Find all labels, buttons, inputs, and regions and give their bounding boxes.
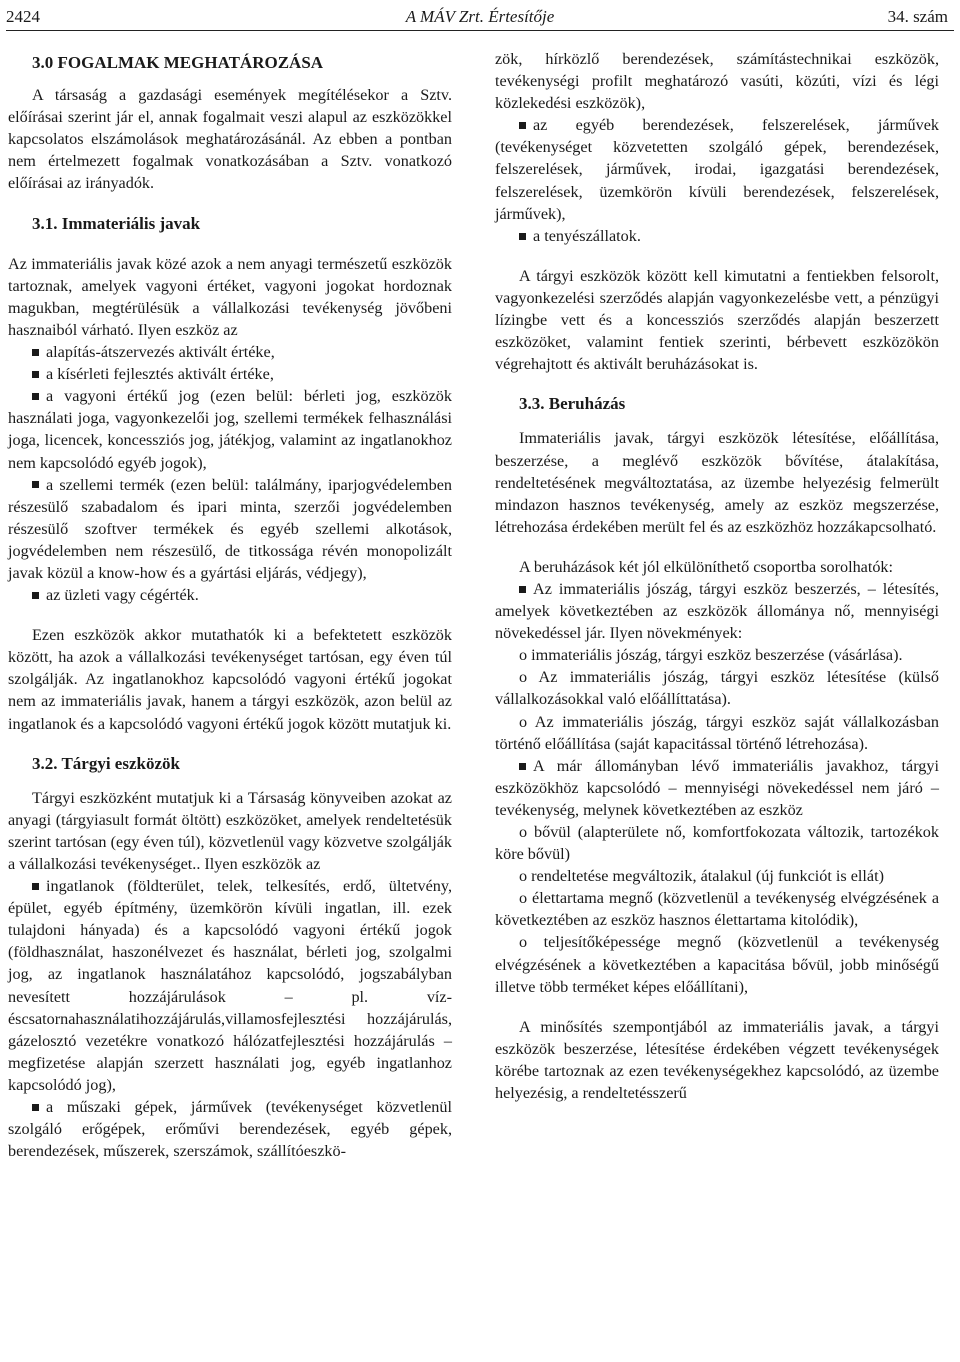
bullet-icon [32, 371, 39, 378]
paragraph-targyi: A tárgyi eszközök között kell kimutatni a fentiekben felsorolt, vagyonkezelési szerződés alapján vagyonkezelésbe vett, a pénzügyi lízingbe vett és a koncessziós szerződés alapján beszerzett eszközöket, valamint fentiek szerinti, bérbevett eszközökön végrehajtott és aktivált beruházásokat is. [495, 266, 939, 374]
bullet-icon [519, 122, 526, 129]
sub-list-item: o rendeltetése megváltozik, átalakul (új funkciót is ellát) [519, 867, 884, 886]
right-column [495, 48, 939, 1104]
paragraph-3-1b: Ezen eszközök akkor mutathatók ki a befektetett eszközök között, ha azok a vállalkozási tevékenységet tartósan, egy éven túl szolgálják. Az ingatlanokhoz kapcsolódó vagyoni értékű jogokat nem az immateriális javak, hanem a tárgyi eszközök, azon belül az ingatlanok és a kapcsolódó vagyoni értékű jogok között mutatjuk ki. [8, 626, 452, 733]
list-item: ingatlanok (földterület, telek, telkesítés, erdő, ültetvény, épület, egyéb építmény, üzemkörön kívüli ingatlan, ill. ezek tulajdoni hányada) és a kapcsolódó vagyoni értékű jogok (földhasználat, haszonélvezet és használat, bérleti jog, szolgalmi jog, az ingatlanok használatához kapcsolódó, jogszabályban nevesített hozzájárulások – pl. víz-éscsatornahasználatihozzájárulás,villamosfejlesztési hozzájárulás, gázelosztó vezetékre vonatkozó hálózatfejlesztési hozzájárulás – megfizetése alapján szerzett használati jog, egyéb ingatlanhoz kapcsolódó jog), [8, 877, 452, 1094]
bullet-icon [32, 349, 39, 356]
list-item: Az immateriális jószág, tárgyi eszköz beszerzés, – létesítés, amelyek következtében az eszközök állománya nő, mennyiségi növekedéssel jár. Ilyen növekmények: [495, 579, 939, 643]
list-item: a szellemi termék (ezen belül: találmány, iparjogvédelemben részesülő szabadalom és ipari minta, szerzői jogvédelemben részesülő szoftver termékek és egyéb szellemi alkotások, jogvédelemben nem részesülő, de titkossága révén monopolizált javak közül a know-how és a gyártási eljárás, védjegy), [8, 475, 452, 582]
sub-list-item: o Az immateriális jószág, tárgyi eszköz létesítése (külső vállalkozásokkal való előállíttatása). [495, 668, 939, 709]
bullet-icon [32, 393, 39, 400]
paragraph-last: A minősítés szempontjából az immateriális javak, a tárgyi eszközök beszerzése, létesítése érdekében végzett tevékenységek körébe tartoznak az ezen tevékenységekhez kapcsolódó, az üzembe helyezésig, a rendeltetésszerű [495, 1017, 939, 1103]
bullet-icon [32, 592, 39, 599]
intro-paragraph: A társaság a gazdasági események megítélésekor a Sztv. előírásai szerint jár el, annak fogalmait veszi alapul az eszközökkel kapcsolatos elszámolások meghatározásánál. Az ebben a pontban nem értelmezett fogalmak vonatkozásában a Sztv. vonatkozó előírásai az irányadók. [8, 86, 452, 193]
sub-list-item: o teljesítőképessége megnő (közvetlenül a tevékenység elvégzésének a következtében a kapacitása bővül, jobb minőségű illetve több terméket képes előállítani), [495, 933, 939, 996]
bullet-icon [32, 883, 39, 890]
left-column [8, 48, 452, 1162]
continued-paragraph: zök, hírközlő berendezések, számítástechnikai eszközök, tevékenységi profilt meghatározó vasúti, közúti, vízi és légi közlekedési eszközök), [495, 50, 939, 113]
bullet-icon [32, 1104, 39, 1111]
bullet-icon [32, 481, 39, 488]
list-item: a műszaki gépek, járművek (tevékenységet közvetlenül szolgáló erőgépek, erőművi berendezések, egyéb gépek, berendezések, műszerek, szerszámok, szállítóeszkö- [8, 1098, 452, 1161]
page-header [6, 4, 954, 31]
list-item: az egyéb berendezések, felszerelések, járművek (tevékenységet közvetetten szolgáló gépek, berendezések, felszerelések, járművek, irodai, igazgatási berendezések, felszerelések, üzemkörön kívüli berendezések, felszerelések, járművek), [495, 116, 939, 223]
bullet-icon [519, 233, 526, 240]
sub-list-item: o élettartama megnő (közvetlenül a tevékenység elvégzésének a következtében az eszköz hasznos élettartama kitolódik), [495, 889, 939, 930]
bullet-icon [519, 586, 526, 593]
issue-number: 34. szám [887, 7, 948, 26]
list-item: alapítás-átszervezés aktivált értéke, [8, 341, 452, 363]
list-item: a vagyoni értékű jog (ezen belül: bérleti jog, eszközök használati joga, vagyonkezelői jog, szellemi termékek felhasználási joga, licencek, koncessziós jog, játékjog, valamint az ingatlanokhoz nem kapcsolódó egyéb jogok), [8, 387, 452, 472]
paragraph-3-1: Az immateriális javak közé azok a nem anyagi természetű eszközök tartoznak, amelyek vagyoni értéket, vagyoni jogokat hordoznak magukban, megtérülésük a vállalkozási tevékenység jövőbeni hasznaiból várható. Ilyen eszköz az [8, 254, 452, 339]
page-number: 2424 [6, 7, 40, 26]
paragraph-3-3: Immateriális javak, tárgyi eszközök létesítése, előállítása, beszerzése, a meglévő eszközök bővítése, átalakítása, rendeltetésének megváltoztatása, az üzembe helyezésig felmerült mindazon hasznos tevékenység, amely az eszköz megszerzése, létrehozása érdekében merült fel és az eszközhöz hozzákapcsolható. [495, 429, 939, 536]
list-item: az üzleti vagy cégérték. [8, 584, 452, 606]
section-heading-3-3: 3.3. Beruházás [519, 394, 626, 414]
publication-title: A MÁV Zrt. Értesítője [405, 7, 555, 26]
section-heading-3-2: 3.2. Tárgyi eszközök [32, 753, 180, 773]
bullet-icon [519, 763, 526, 770]
section-heading-3-0: 3.0 FOGALMAK MEGHATÁROZÁSA [32, 53, 324, 72]
sub-list-item: o bővül (alapterülete nő, komfortfokozata változik, tartozékok köre bővül) [495, 823, 939, 864]
paragraph-3-2: Tárgyi eszközként mutatjuk ki a Társaság könyveiben azokat az anyagi (tárgyiasult formát öltött) eszközöket, amelyek rendeltetésük szerint tartósan (egy éven túl), közvetlenül vagy közvetve szolgálják a vállalkozási tevékenységet.. Ilyen eszközök az [8, 788, 452, 873]
list-item: a kísérleti fejlesztés aktivált értéke, [8, 363, 452, 385]
section-heading-3-1: 3.1. Immateriális javak [32, 213, 201, 233]
list-item: A már állományban lévő immateriális javakhoz, tárgyi eszközökhöz kapcsolódó – mennyiségi növekedéssel nem járó – tevékenység, melynek következtében az eszköz [495, 756, 939, 819]
paragraph-3-3b: A beruházások két jól elkülöníthető csoportba sorolhatók: [519, 557, 894, 576]
sub-list-item: o Az immateriális jószág, tárgyi eszköz saját vállalkozásban történő előállítása (saját kapacitással történő létrehozása). [495, 712, 939, 753]
sub-list-item: o immateriális jószág, tárgyi eszköz beszerzése (vásárlása). [519, 646, 903, 665]
list-item: a tenyészállatok. [495, 225, 939, 247]
